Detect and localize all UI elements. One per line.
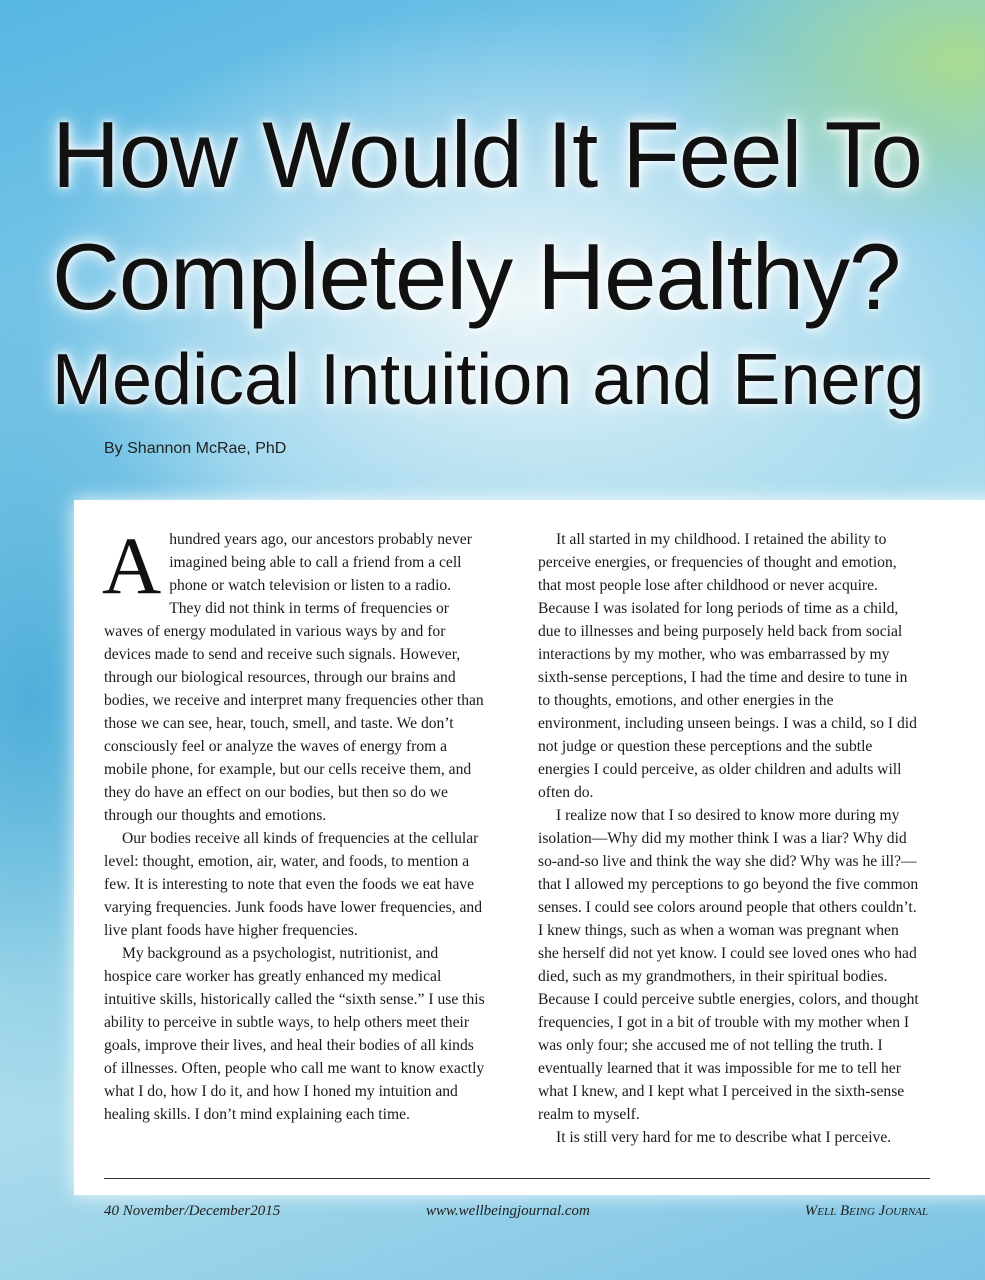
footer-divider bbox=[104, 1178, 930, 1179]
drop-cap: A bbox=[102, 520, 162, 611]
website-link[interactable]: www.wellbeingjournal.com bbox=[426, 1203, 590, 1219]
subheadline: Medical Intuition and Energ bbox=[52, 340, 925, 420]
byline: By Shannon McRae, PhD bbox=[104, 440, 287, 457]
headline-line-1: How Would It Feel To bbox=[52, 102, 922, 207]
paragraph bbox=[102, 520, 486, 827]
journal-name: Well Being Journal bbox=[804, 1203, 928, 1219]
paragraph: It is still very hard for me to describe what I perceive. bbox=[556, 1129, 892, 1146]
paragraph-text: hundred years ago, our ancestors probably never imagined being able to call a friend from a cell phone or watch television or listen to a radio. They did not think in terms of frequencies or waves of energy modulated in various ways by and for devices made to send and receive such signals. However, through our biological resources, through our brains and bodies, we receive and interpret many frequencies other than those we can see, hear, touch, smell, and taste. We don’t consciously feel or analyze the waves of energy from a mobile phone, for example, but our cells receive them, and they do have an effect on our bodies, but then so do we through our thoughts and emotions. bbox=[104, 531, 484, 824]
paragraph: Our bodies receive all kinds of frequencies at the cellular level: thought, emotion, air, water, and foods, to mention a few. It is interesting to note that even the foods we eat have varying frequencies. Junk foods have lower frequencies, and live plant foods have higher frequencies. bbox=[104, 830, 483, 939]
paragraph: I realize now that I so desired to know more during my isolation—Why did my mother think I was a liar? Why did so-and-so live and think the way she did? Why was he ill?—that I allowed my perceptions to go beyond the five common senses. I could see colors around people that others couldn’t. I knew things, such as when a woman was pregnant when she herself did not yet know. I could see loved ones who had died, such as my grandmothers, in their spiritual bodies. Because I could perceive subtle energies, colors, and thought frequencies, I got in a bit of trouble with my mother when I was only four; she accused me of not telling the truth. I eventually learned that it was impossible for me to tell her what I knew, and I kept what I perceived in the sixth-sense realm to myself. bbox=[538, 807, 919, 1123]
article-left-column bbox=[102, 520, 486, 1126]
article-right-column bbox=[538, 528, 920, 1149]
paragraph: It all started in my childhood. I retained the ability to perceive energies, or frequencies of thought and emotion, that most people lose after childhood or never acquire. Because I was isolated for long periods of time as a child, due to illnesses and being purposely held back from social interactions by my mother, who was embarrassed by my sixth-sense perceptions, I had the time and desire to tune in to thoughts, emotions, and other energies in the environment, including unseen beings. I was a child, so I did not judge or question these perceptions and the subtle energies I could perceive, as older children and adults will often do. bbox=[538, 531, 917, 801]
page-number-issue: 40 November/December2015 bbox=[104, 1203, 281, 1219]
headline-line-2: Completely Healthy? bbox=[52, 224, 901, 329]
paragraph: My background as a psychologist, nutritionist, and hospice care worker has greatly enhanced my medical intuitive skills, historically called the “sixth sense.” I use this ability to perceive in subtle ways, to help others meet their goals, improve their lives, and heal their bodies of all kinds of illnesses. Often, people who call me want to know exactly what I do, how I do it, and how I honed my intuition and healing skills. I don’t mind explaining each time. bbox=[104, 945, 485, 1123]
